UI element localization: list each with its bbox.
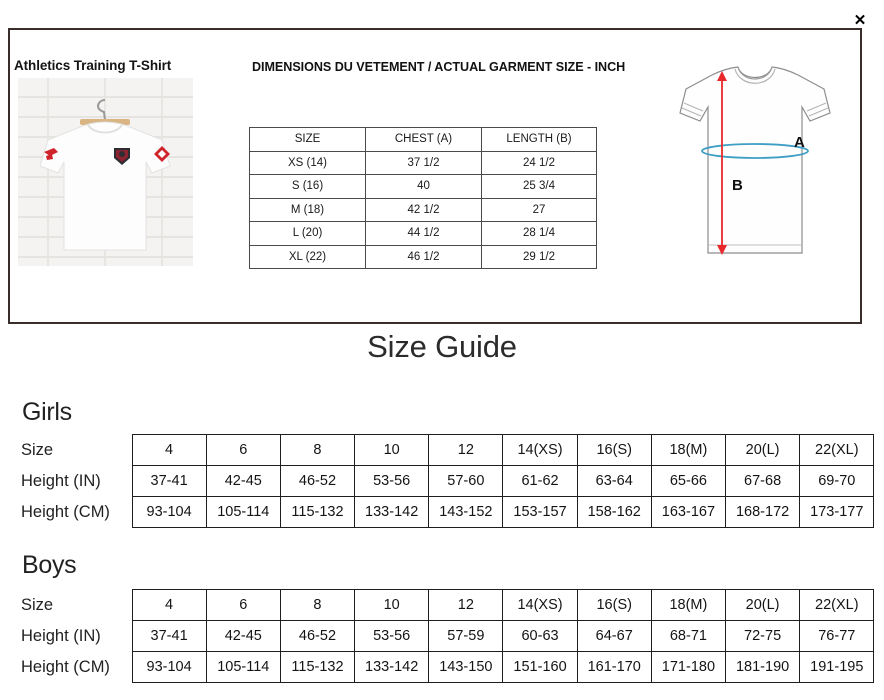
cell-height-cm: 163-167 [651, 497, 725, 528]
column-header-size: SIZE [250, 128, 366, 152]
cell-height-cm: 158-162 [577, 497, 651, 528]
table-row [250, 151, 597, 175]
cell-height-cm: 191-195 [800, 652, 874, 683]
cell-height-in: 69-70 [800, 466, 874, 497]
cell-height-cm: 93-104 [132, 652, 206, 683]
cell-height-in: 57-59 [429, 621, 503, 652]
cell-height-in: 68-71 [651, 621, 725, 652]
cell-height-cm: 168-172 [726, 497, 800, 528]
cell-height-in: 64-67 [577, 621, 651, 652]
tshirt-outline-icon [676, 55, 846, 270]
product-title: Athletics Training T-Shirt [14, 58, 172, 73]
row-label-height-in: Height (IN) [21, 626, 101, 645]
cell-size: 6 [206, 590, 280, 621]
cell-size: L (20) [250, 222, 366, 246]
cell-size: 14(XS) [503, 435, 577, 466]
cell-chest: 44 1/2 [366, 222, 482, 246]
cell-size: 10 [355, 590, 429, 621]
cell-size: 18(M) [651, 590, 725, 621]
garment-size-table [249, 127, 597, 269]
close-icon[interactable]: ✕ [853, 12, 867, 29]
diagram-label-b: B [732, 177, 743, 194]
cell-size: 16(S) [577, 590, 651, 621]
cell-height-in: 65-66 [651, 466, 725, 497]
cell-height-in: 67-68 [726, 466, 800, 497]
table-row [18, 466, 874, 497]
girls-section-heading: Girls [22, 398, 72, 426]
cell-size: 16(S) [577, 435, 651, 466]
cell-height-in: 37-41 [132, 466, 206, 497]
cell-height-cm: 161-170 [577, 652, 651, 683]
cell-height-in: 46-52 [280, 466, 354, 497]
cell-height-cm: 133-142 [355, 652, 429, 683]
cell-height-in: 37-41 [132, 621, 206, 652]
row-label-height-in: Height (IN) [21, 471, 101, 490]
boys-size-table [18, 589, 874, 683]
cell-height-cm: 115-132 [280, 497, 354, 528]
table-row [250, 198, 597, 222]
cell-chest: 42 1/2 [366, 198, 482, 222]
cell-size: 12 [429, 435, 503, 466]
cell-length: 29 1/2 [482, 245, 597, 269]
cell-size: 20(L) [726, 435, 800, 466]
cell-height-cm: 171-180 [651, 652, 725, 683]
table-row [18, 652, 874, 683]
cell-length: 28 1/4 [482, 222, 597, 246]
cell-height-cm: 133-142 [355, 497, 429, 528]
table-header-row [250, 128, 597, 152]
cell-size: 18(M) [651, 435, 725, 466]
tshirt-measurement-diagram [676, 55, 846, 270]
boys-section-heading: Boys [22, 551, 77, 579]
tshirt-photo-illustration [18, 78, 193, 266]
cell-size: M (18) [250, 198, 366, 222]
cell-height-in: 53-56 [355, 621, 429, 652]
row-label-size: Size [21, 440, 54, 459]
cell-height-in: 63-64 [577, 466, 651, 497]
cell-height-in: 57-60 [429, 466, 503, 497]
cell-size: 6 [206, 435, 280, 466]
table-row [18, 435, 874, 466]
table-row [250, 245, 597, 269]
cell-height-cm: 181-190 [726, 652, 800, 683]
cell-height-cm: 93-104 [132, 497, 206, 528]
cell-size: XL (22) [250, 245, 366, 269]
diagram-label-a: A [794, 134, 805, 151]
cell-height-cm: 173-177 [800, 497, 874, 528]
cell-chest: 37 1/2 [366, 151, 482, 175]
cell-height-cm: 143-150 [429, 652, 503, 683]
cell-height-in: 46-52 [280, 621, 354, 652]
cell-height-cm: 115-132 [280, 652, 354, 683]
cell-height-in: 42-45 [206, 621, 280, 652]
cell-size: 8 [280, 590, 354, 621]
page-title: Size Guide [367, 329, 517, 364]
cell-size: 22(XL) [800, 590, 874, 621]
cell-size: 12 [429, 590, 503, 621]
cell-chest: 40 [366, 175, 482, 199]
cell-length: 25 3/4 [482, 175, 597, 199]
girls-size-table [18, 434, 874, 528]
cell-height-cm: 143-152 [429, 497, 503, 528]
cell-size: 22(XL) [800, 435, 874, 466]
table-row [250, 222, 597, 246]
cell-height-cm: 153-157 [503, 497, 577, 528]
table-row [250, 175, 597, 199]
cell-height-in: 42-45 [206, 466, 280, 497]
cell-height-in: 53-56 [355, 466, 429, 497]
table-row [18, 497, 874, 528]
row-label-height-cm: Height (CM) [21, 657, 110, 676]
cell-size: 20(L) [726, 590, 800, 621]
cell-size: S (16) [250, 175, 366, 199]
garment-dimensions-heading: DIMENSIONS DU VETEMENT / ACTUAL GARMENT SIZE - INCH [252, 60, 626, 74]
cell-height-cm: 105-114 [206, 497, 280, 528]
cell-size: 4 [132, 435, 206, 466]
cell-size: 4 [132, 590, 206, 621]
cell-length: 24 1/2 [482, 151, 597, 175]
row-label-size: Size [21, 595, 54, 614]
cell-height-in: 60-63 [503, 621, 577, 652]
cell-height-in: 72-75 [726, 621, 800, 652]
cell-height-cm: 151-160 [503, 652, 577, 683]
cell-chest: 46 1/2 [366, 245, 482, 269]
column-header-length: LENGTH (B) [482, 128, 597, 152]
cell-size: 8 [280, 435, 354, 466]
row-label-height-cm: Height (CM) [21, 502, 110, 521]
cell-size: XS (14) [250, 151, 366, 175]
cell-length: 27 [482, 198, 597, 222]
table-row [18, 590, 874, 621]
cell-size: 14(XS) [503, 590, 577, 621]
cell-height-cm: 105-114 [206, 652, 280, 683]
cell-height-in: 61-62 [503, 466, 577, 497]
product-photo [18, 78, 193, 266]
column-header-chest: CHEST (A) [366, 128, 482, 152]
cell-size: 10 [355, 435, 429, 466]
table-row [18, 621, 874, 652]
cell-height-in: 76-77 [800, 621, 874, 652]
